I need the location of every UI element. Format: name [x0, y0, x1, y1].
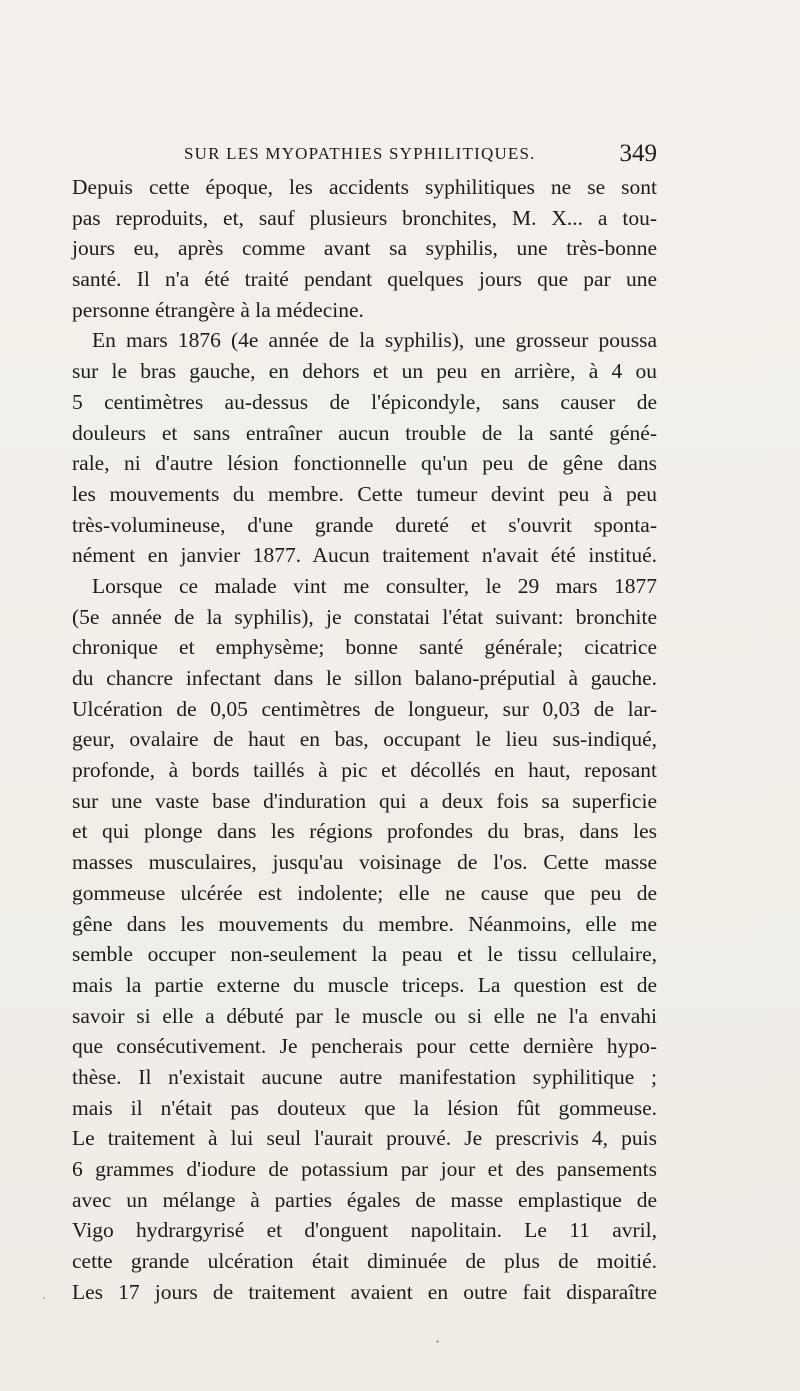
- text-line: gêne dans les mouvements du membre. Néanmoins, elle me: [72, 911, 657, 936]
- text-line: avec un mélange à parties égales de masse emplastique de: [72, 1187, 657, 1212]
- running-title: SUR LES MYOPATHIES SYPHILITIQUES.: [184, 144, 536, 163]
- text-line: Depuis cette époque, les accidents syphilitiques ne se sont: [72, 175, 657, 199]
- text-line: 5 centimètres au-dessus de l'épicondyle, sans causer de: [72, 389, 657, 414]
- paper-speck: [43, 1297, 45, 1299]
- paper-speck: [436, 1340, 439, 1343]
- text-line: sur le bras gauche, en dehors et un peu en arrière, à 4 ou: [72, 359, 657, 384]
- text-line: Ulcération de 0,05 centimètres de longueur, sur 0,03 de lar-: [72, 696, 657, 721]
- text-line: les mouvements du membre. Cette tumeur devint peu à peu: [72, 481, 657, 506]
- text-line: rale, ni d'autre lésion fonctionnelle qu'un peu de gêne dans: [72, 451, 657, 476]
- text-line: masses musculaires, jusqu'au voisinage de l'os. Cette masse: [72, 850, 657, 875]
- text-line: personne étrangère à la médecine.: [72, 297, 364, 322]
- text-line: 6 grammes d'iodure de potassium par jour et des pansements: [72, 1157, 657, 1181]
- text-line: savoir si elle a débuté par le muscle ou si elle ne l'a envahi: [72, 1003, 657, 1028]
- text-line: En mars 1876 (4e année de la syphilis), une grosseur poussa: [92, 328, 657, 353]
- text-line: que consécutivement. Je pencherais pour cette dernière hypo-: [72, 1034, 657, 1059]
- text-line: très-volumineuse, d'une grande dureté et s'ouvrit sponta-: [72, 512, 657, 537]
- text-line: geur, ovalaire de haut en bas, occupant le lieu sus-indiqué,: [72, 727, 657, 752]
- text-line: Le traitement à lui seul l'aurait prouvé. Je prescrivis 4, puis: [72, 1126, 657, 1151]
- text-line: gommeuse ulcérée est indolente; elle ne cause que peu de: [72, 880, 657, 905]
- text-line: Lorsque ce malade vint me consulter, le 29 mars 1877: [92, 573, 657, 598]
- text-line: cette grande ulcération était diminuée de plus de moitié.: [72, 1249, 657, 1274]
- text-line: Les 17 jours de traitement avaient en outre fait disparaître: [72, 1279, 657, 1304]
- text-line: pas reproduits, et, sauf plusieurs bronchites, M. X... a tou-: [72, 205, 657, 230]
- text-line: Vigo hydrargyrisé et d'onguent napolitain. Le 11 avril,: [72, 1218, 657, 1243]
- text-line: sur une vaste base d'induration qui a deux fois sa superficie: [72, 788, 657, 813]
- text-line: et qui plonge dans les régions profondes du bras, dans les: [72, 819, 657, 844]
- text-line: mais il n'était pas douteux que la lésion fût gommeuse.: [72, 1095, 657, 1120]
- text-line: mais la partie externe du muscle triceps. La question est de: [72, 972, 657, 997]
- text-line: profonde, à bords taillés à pic et décollés en haut, reposant: [72, 758, 657, 783]
- text-line: jours eu, après comme avant sa syphilis, une très-bonne: [72, 236, 657, 261]
- text-line: santé. Il n'a été traité pendant quelques jours que par une: [72, 267, 657, 292]
- body-text: [72, 172, 657, 1307]
- text-line: semble occuper non-seulement la peau et le tissu cellulaire,: [72, 942, 657, 967]
- text-line: (5e année de la syphilis), je constatai l'état suivant: bronchite: [72, 604, 657, 629]
- text-line: douleurs et sans entraîner aucun trouble de la santé géné-: [72, 420, 657, 445]
- running-head: [72, 140, 657, 172]
- text-line: du chancre infectant dans le sillon balano-préputial à gauche.: [72, 666, 657, 690]
- text-line: chronique et emphysème; bonne santé générale; cicatrice: [72, 635, 657, 660]
- text-line: thèse. Il n'existait aucune autre manifestation syphilitique ;: [72, 1064, 657, 1089]
- page-number: 349: [619, 140, 657, 167]
- text-line: nément en janvier 1877. Aucun traitement n'avait été institué.: [72, 543, 657, 568]
